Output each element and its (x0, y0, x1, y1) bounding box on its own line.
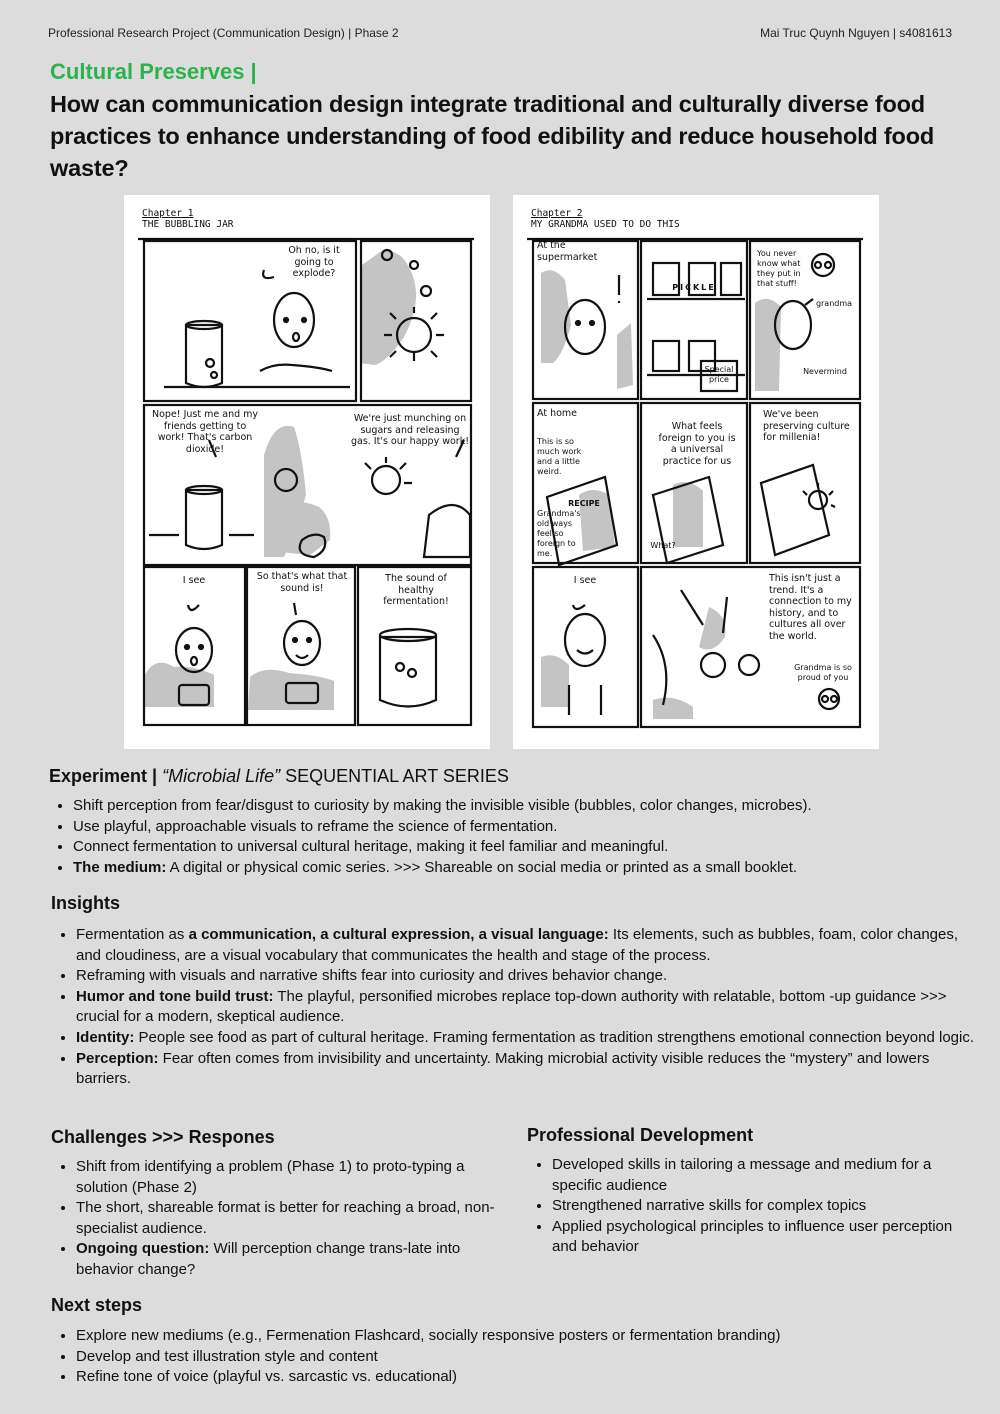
speech-bubble: Oh no, is it going to explode? (288, 245, 340, 279)
development-heading: Professional Development (527, 1125, 754, 1145)
speech-bubble: I see (573, 575, 597, 586)
experiment-list (49, 796, 993, 878)
speech-bubble: What? (650, 541, 676, 550)
caption: Grandma's old ways feel so foreign to me. (537, 509, 581, 558)
challenges-list (52, 1157, 506, 1281)
list-item: • Shift from identifying a problem (Phase 1) to proto-typing a solution (Phase 2) (76, 1157, 506, 1198)
speech-bubble: We're just munching on sugars and releasing gas. It's our happy work! (350, 413, 470, 447)
list-item: • Explore new mediums (e.g., Fermenation Flashcard, socially responsive posters or fermentation branding) (76, 1326, 986, 1347)
list-item: • Strengthened narrative skills for complex topics (552, 1196, 972, 1217)
speech-bubble: Nope! Just me and my friends getting to work! That's carbon dioxide! (151, 409, 259, 455)
speech-bubble: You never know what they put in that stuff! (757, 249, 801, 288)
header-project: Professional Research Project (Communication Design) | Phase 2 (48, 26, 399, 40)
pickle-shelf-label: PICKLE (672, 283, 716, 292)
list-item: • Fermentation as a communication, a cultural expression, a visual language: Its elements, such as bubbles, foam, color changes, and cloudiness, are a visual vocabulary that communicates the health and stage of the process. (76, 925, 986, 966)
list-item: • Applied psychological principles to influence user perception and behavior (552, 1217, 972, 1258)
challenges-heading: Challenges >>> Respones (51, 1127, 275, 1147)
list-item: • Develop and test illustration style and content (76, 1347, 986, 1368)
speech-bubble: The sound of healthy fermentation! (383, 573, 449, 607)
caption: grandma (815, 299, 853, 308)
list-item: • Use playful, approachable visuals to reframe the science of fermentation. (73, 817, 993, 838)
speech-bubble: I see (182, 575, 206, 586)
recipe-book-label: RECIPE (568, 499, 600, 508)
comic-page-chapter-1 (124, 195, 490, 749)
comic-1-title: THE BUBBLING JAR (142, 219, 234, 230)
list-item: • Shift perception from fear/disgust to curiosity by making the invisible visible (bubbles, color changes, microbes). (73, 796, 993, 817)
comic-2-header (531, 208, 680, 230)
price-tag: Special price (704, 365, 734, 384)
insights-heading: Insights (51, 893, 121, 913)
speech-bubble: This isn't just a trend. It's a connection to my history, and to cultures all over the world. (769, 573, 852, 642)
header-author: Mai Truc Quynh Nguyen | s4081613 (760, 26, 952, 40)
list-item: • Ongoing question: Will perception change trans-late into behavior change? (76, 1239, 506, 1280)
next-steps-list (52, 1326, 986, 1388)
research-question: How can communication design integrate traditional and culturally diverse food practices to enhance understanding of food edibility and reduce household food waste? (50, 91, 934, 181)
list-item: • The medium: A digital or physical comic series. >>> Shareable on social media or printed as a small booklet. (73, 858, 993, 879)
speech-bubble: At home (537, 408, 578, 419)
next-steps-heading: Next steps (51, 1295, 143, 1315)
comic-1-chapter: Chapter 1 (142, 208, 194, 219)
development-list (528, 1155, 972, 1258)
comic-2-title: MY GRANDMA USED TO DO THIS (531, 219, 680, 230)
experiment-heading: Experiment | “Microbial Life” SEQUENTIAL ART SERIES (49, 766, 509, 786)
project-kicker: Cultural Preserves | (50, 59, 257, 84)
speech-bubble: So that's what that sound is! (256, 571, 348, 594)
insights-list (52, 925, 986, 1090)
speech-bubble: What feels foreign to you is a universal practice for us (658, 421, 736, 467)
speech-bubble: We've been preserving culture for millenia! (763, 409, 850, 443)
list-item: • Perception: Fear often comes from invisibility and uncertainty. Making microbial activity visible reduces the “mystery” and lowers barriers. (76, 1049, 986, 1090)
list-item: • Connect fermentation to universal cultural heritage, making it feel familiar and meaningful. (73, 837, 993, 858)
list-item: • Refine tone of voice (playful vs. sarcastic vs. educational) (76, 1367, 986, 1388)
list-item: • The short, shareable format is better for reaching a broad, non-specialist audience. (76, 1198, 506, 1239)
list-item: • Identity: People see food as part of cultural heritage. Framing fermentation as tradition strengthens emotional connection beyond logic. (76, 1028, 986, 1049)
list-item: • Humor and tone build trust: The playful, personified microbes replace top-down authority with relatable, bottom -up guidance >>> crucial for a modern, skeptical audience. (76, 987, 986, 1028)
speech-bubble: Nevermind (803, 367, 847, 376)
caption: This is so much work and a little weird. (537, 437, 582, 476)
list-item: • Reframing with visuals and narrative shifts fear into curiosity and drives behavior change. (76, 966, 986, 987)
comic-2-chapter: Chapter 2 (531, 208, 583, 219)
comic-page-chapter-2 (513, 195, 879, 749)
speech-bubble: At the supermarket (537, 240, 598, 263)
list-item: • Developed skills in tailoring a message and medium for a specific audience (552, 1155, 972, 1196)
speech-bubble: Grandma is so proud of you (794, 663, 852, 682)
comic-1-header (142, 208, 234, 230)
